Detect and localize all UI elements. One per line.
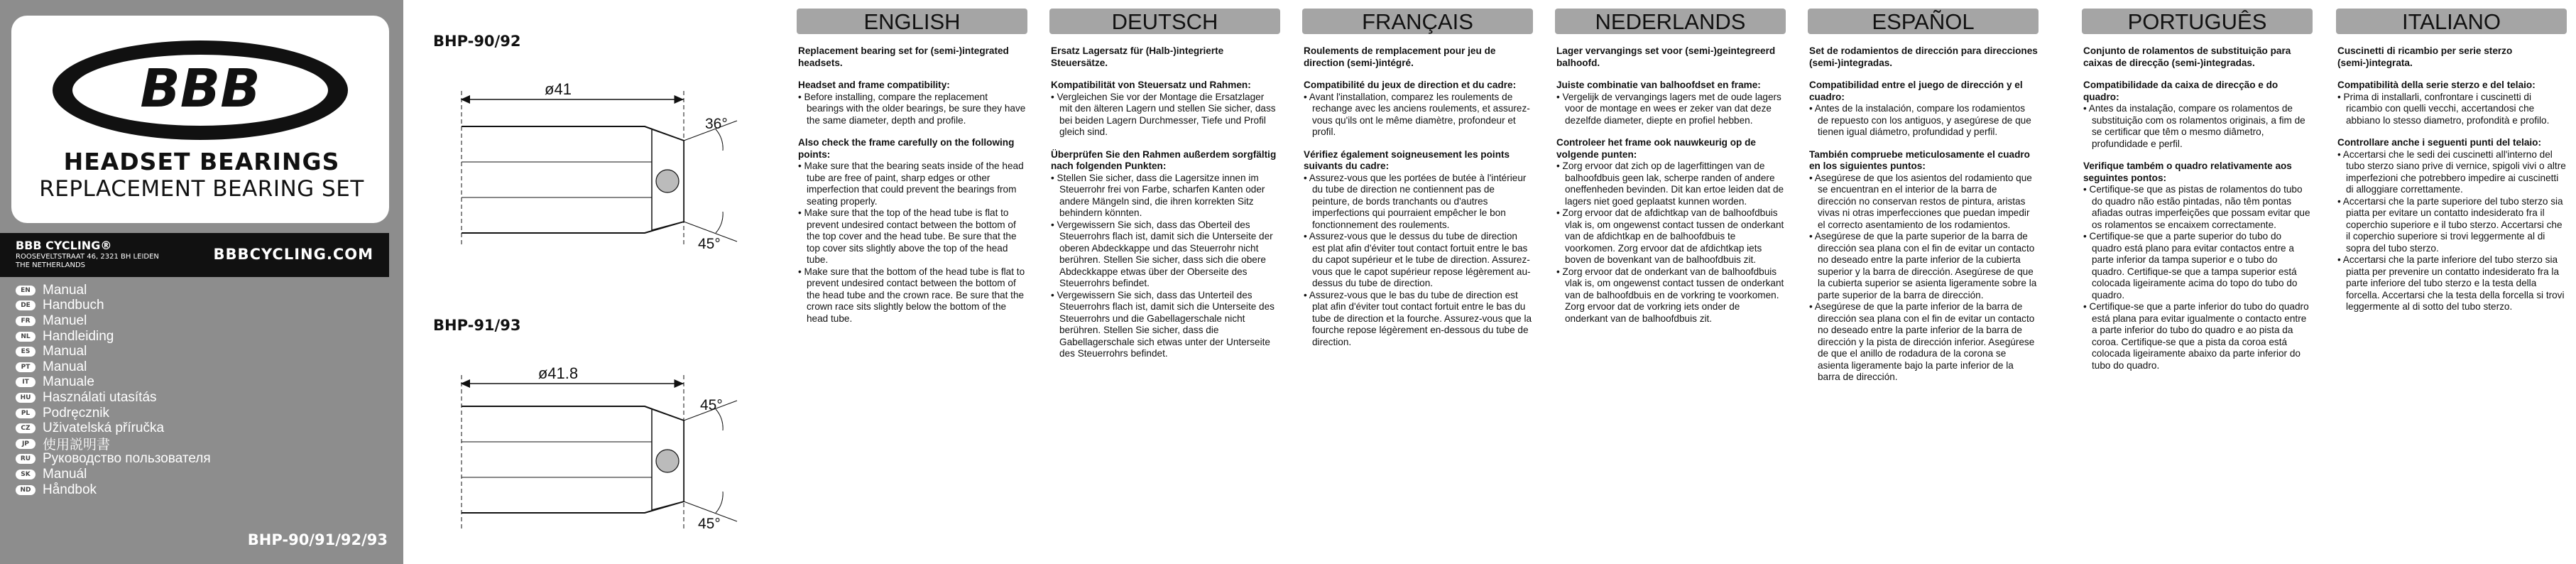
language-body — [1304, 45, 1532, 348]
spacer — [1556, 69, 1785, 80]
language-code-badge: PT — [16, 362, 36, 372]
model-footer: BHP-90/91/92/93 — [247, 531, 388, 548]
section-heading: Cuscinetti di ricambio per serie sterzo (semi-)integrata. — [2337, 45, 2513, 68]
bullet-list — [1051, 173, 1279, 360]
company-address — [16, 253, 159, 270]
language-header: ENGLISH — [797, 9, 1027, 34]
top-bearing-drawing — [462, 80, 737, 252]
spacer — [1304, 69, 1532, 80]
section-heading: Verifique também o quadro relativamente aos seguintes pontos: — [2083, 161, 2292, 183]
language-code-badge: ES — [16, 347, 36, 357]
manual-language-list — [16, 283, 211, 497]
language-code-badge: EN — [16, 286, 36, 295]
language-body — [2337, 45, 2566, 313]
bullet-list — [1304, 173, 1532, 349]
bottom-bearing-drawing — [462, 364, 737, 532]
manual-label: Handleiding — [43, 328, 114, 344]
manual-label: Руководство пользователя — [43, 451, 211, 467]
spacer — [2337, 126, 2566, 137]
bullet-item: • Vergewissern Sie sich, dass das Unterteil des Steuerrohrs flach ist, damit sich die Unterseite des Steuerrohrs und die Gabellagerschale nicht berühren. Stellen Sie sicher, dass die Gabellagerschale sich etwas unter der Unterseite des Steuerrohrs befindet. — [1051, 290, 1279, 360]
language-code-badge: ND — [16, 485, 36, 495]
top-angle-lower-label: 45° — [698, 236, 721, 252]
spacer — [1809, 69, 2038, 80]
language-column-5 — [2082, 0, 2313, 564]
manual-item-nd — [16, 482, 211, 498]
spacer — [2337, 69, 2566, 80]
spacer — [798, 126, 1027, 137]
manual-label: Manuál — [43, 466, 87, 482]
spacer — [2083, 69, 2312, 80]
section-heading: Headset and frame compatibility: — [798, 80, 950, 90]
bullet-item: • Asegúrese de que la parte inferior de la barra de dirección sea plana con el fin de evitar un contacto no deseado entre la parte inferior de la barra de dirección y la pista de dirección inferior. Asegúrese de que el anillo de rodadura de la corona se asienta ligeramente bajo la parte inferior de la barra de dirección. — [1809, 301, 2038, 384]
manual-item-pt — [16, 359, 211, 375]
bullet-item: • Prima di installarli, confrontare i cuscinetti di ricambio con quelli vecchi, accertandosi che abbiano lo stesso diametro, profondità e profilo. — [2337, 92, 2566, 127]
language-body — [1051, 45, 1279, 360]
bullet-item: • Certifique-se que as pistas de rolamentos do tubo do quadro não estão pintadas, não têm pontas afiadas outras imperfeições que possam evitar que os rolamentos se encaixem correctamente. — [2083, 184, 2312, 231]
language-code-badge: DE — [16, 300, 36, 310]
bullet-item: • Vergelijk de vervangings lagers met de oude lagers voor de montage en wees er zeker van dat deze dezelfde diameter, diepte en profiel hebben. — [1556, 92, 1785, 127]
bullet-list — [2083, 103, 2312, 150]
bullet-item: • Make sure that the bearing seats inside of the head tube are free of paint, sharp edges or other imperfection that could prevent the bearings from seating properly. — [798, 161, 1027, 207]
top-angle-upper-label: 36° — [705, 116, 728, 132]
bullet-item: • Before installing, compare the replacement bearings with the older bearings, be sure they have the same diameter, depth and profile. — [798, 92, 1027, 127]
section-heading: Ersatz Lagersatz für (Halb-)integrierte Steuersätze. — [1051, 45, 1224, 68]
manual-item-jp — [16, 436, 211, 452]
language-body — [798, 45, 1027, 325]
bottom-bearing-outline — [462, 406, 684, 513]
section-heading: Überprüfen Sie den Rahmen außerdem sorgfältig nach folgenden Punkten: — [1051, 148, 1277, 171]
section-heading: Vérifiez également soigneusement les points suivants du cadre: — [1304, 148, 1510, 171]
logo-text: BBB — [140, 58, 261, 119]
language-header: PORTUGUÊS — [2082, 9, 2313, 34]
language-header: NEDERLANDS — [1555, 9, 1786, 34]
bottom-bearing-ball — [656, 450, 679, 472]
bullet-item: • Avant l'installation, comparez les roulements de rechange avec les anciens roulements, et assurez-vous qu'ils ont le même diamètre, profondeur et profil. — [1304, 92, 1532, 139]
manual-label: Manual — [43, 282, 87, 298]
language-header: FRANÇAIS — [1302, 9, 1533, 34]
language-body — [1556, 45, 1785, 325]
language-code-badge: JP — [16, 439, 36, 449]
section-heading: Conjunto de rolamentos de substituição para caixas de direcção (semi-)integradas. — [2083, 45, 2291, 68]
bullet-item: • Accertarsi che la parte superiore del tubo sterzo sia piatta per evitare un contatto indesiderato fra il coperchio superiore e il tubo sterzo. Accertarsi che il coperchio superiore si trovi leggermente al di sopra del tubo sterzo. — [2337, 196, 2566, 255]
section-heading: Also check the frame carefully on the following points: — [798, 137, 1015, 160]
product-title: HEADSET BEARINGS — [63, 148, 340, 175]
language-column-0 — [797, 0, 1027, 564]
top-bearing-outline — [462, 126, 684, 233]
bbb-logo — [48, 37, 352, 143]
bullet-item: • Vergewissern Sie sich, dass das Oberteil des Steuerrohrs flach ist, damit sich die Unterseite der oberen Abdeckkappe und das Steuerrohr nicht berühren. Stellen Sie sicher, dass sich die obere Abdeckkappe etwas über der Oberseite des Steuerrohrs befindet. — [1051, 219, 1279, 290]
spacer — [1051, 69, 1279, 80]
manual-item-nl — [16, 329, 211, 345]
top-angle-upper-arc — [716, 129, 723, 151]
language-column-6 — [2336, 0, 2567, 564]
language-code-badge: FR — [16, 316, 36, 326]
manual-label: Podręcznik — [43, 405, 109, 421]
spacer — [2083, 150, 2312, 161]
manual-label: Manuel — [43, 313, 87, 328]
diagram-column — [403, 0, 780, 564]
manual-item-ru — [16, 452, 211, 467]
language-code-badge: IT — [16, 377, 36, 387]
language-code-badge: NL — [16, 332, 36, 342]
language-body — [2083, 45, 2312, 372]
bottom-model-label: BHP-91/93 — [433, 317, 521, 334]
section-heading: Kompatibilität von Steuersatz und Rahmen: — [1051, 80, 1251, 90]
section-heading: Compatibilidad entre el juego de dirección y el cuadro: — [1809, 80, 2023, 102]
manual-item-sk — [16, 467, 211, 482]
bullet-item: • Assurez-vous que le bas du tube de direction est plat afin d'éviter tout contact fortuit entre le bas du tube de direction et la fourche. Assurez-vous que la fourche repose légèrement en-dessous du tube de direction. — [1304, 290, 1532, 349]
bullet-list — [798, 161, 1027, 325]
bullet-item: • Zorg ervoor dat de afdichtkap van de balhoofdbuis vlak is, om ongewenst contact tussen de onderkant van de afdichtkap en de balhoofdbuis te voorkomen. Zorg ervoor dat de afdichtkap iets boven de bovenkant van de balhoofdbuis zit. — [1556, 207, 1785, 266]
language-code-badge: SK — [16, 470, 36, 479]
bullet-item: • Certifique-se que a parte superior do tubo do quadro está plano para evitar contactos entre a parte inferior da tampa superior e o tubo do quadro. Certifique-se que a tampa superior está colocada ligeiramente acima do topo do tubo do quadro. — [2083, 231, 2312, 301]
language-code-badge: PL — [16, 408, 36, 418]
bullet-list — [1556, 161, 1785, 325]
spacer — [1304, 139, 1532, 149]
company-name: BBB CYCLING® — [16, 239, 112, 252]
bottom-angle-lower-label: 45° — [698, 516, 721, 532]
manual-item-fr — [16, 313, 211, 329]
bullet-item: • Accertarsi che le sedi dei cuscinetti all'interno del tubo sterzo siano prive di vernice, spigoli vivi o altre imperfezioni che potrebbero impedire ai cuscinetti di alloggiare correttamente. — [2337, 149, 2566, 196]
bullet-item: • Assurez-vous que les portées de butée à l'intérieur du tube de direction ne contiennent pas de peinture, de bords tranchants ou d'autres imperfections qui pourraient empêcher le bon fonctionnement des roulements. — [1304, 173, 1532, 232]
language-column-3 — [1555, 0, 1786, 564]
language-header: ESPAÑOL — [1808, 9, 2039, 34]
bullet-list — [1809, 173, 2038, 384]
manual-label: 使用説明書 — [43, 438, 111, 453]
manual-item-en — [16, 283, 211, 298]
section-heading: Controllare anche i seguenti punti del telaio: — [2337, 137, 2542, 148]
manual-item-it — [16, 375, 211, 391]
language-code-badge: CZ — [16, 423, 36, 433]
product-subtitle: REPLACEMENT BEARING SET — [39, 176, 364, 202]
bullet-item: • Vergleichen Sie vor der Montage die Ersatzlager mit den älteren Lagern und stellen Sie sicher, dass bei beiden Lagern Durchmesser, Tiefe und Profil gleich sind. — [1051, 92, 1279, 139]
section-heading: Controleer het frame ook nauwkeurig op de volgende punten: — [1556, 137, 1756, 160]
language-code-badge: HU — [16, 393, 36, 403]
bullet-list — [798, 92, 1027, 127]
manual-label: Manual — [43, 359, 87, 374]
bullet-item: • Accertarsi che la parte inferiore del tubo sterzo sia piatta per prevenire un contatto indesiderato fra la parte inferiore del tubo sterzo e la testa della forcella. Accertarsi che la testa della forcella si trovi leggermente al di sotto del tubo sterzo. — [2337, 254, 2566, 313]
bullet-list — [1051, 92, 1279, 139]
bottom-angle-upper-label: 45° — [700, 397, 723, 413]
section-heading: Compatibilité du jeux de direction et du cadre: — [1304, 80, 1517, 90]
manual-item-es — [16, 344, 211, 359]
bullet-item: • Antes da instalação, compare os rolamentos de substituição com os rolamentos originais, a fim de se certificar que têm o mesmo diâmetro, profundidade e perfil. — [2083, 103, 2312, 150]
manual-label: Håndbok — [43, 482, 97, 497]
language-column-2 — [1302, 0, 1533, 564]
bullet-list — [2083, 184, 2312, 372]
bullet-item: • Make sure that the bottom of the head tube is flat to prevent undesired contact between the bottom of the head tube and the crown race. Be sure that the crown race sits slightly below the bottom of the head tube. — [798, 266, 1027, 325]
bullet-item: • Asegúrese de que los asientos del rodamiento que se encuentran en el interior de la barra de dirección no conservan restos de pintura, aristas vivas ni otras imperfecciones que puedan impedir el correcto asentamiento de los rodamientos. — [1809, 173, 2038, 232]
section-heading: También compruebe meticulosamente el cuadro en los siguientes puntos: — [1809, 148, 2030, 171]
spacer — [1809, 139, 2038, 149]
manual-label: Uživatelská příručka — [43, 421, 165, 436]
manual-label: Használati utasítás — [43, 389, 157, 405]
section-heading: Lager vervangings set voor (semi-)geintegreerd balhoofd. — [1556, 45, 1776, 68]
section-heading: Set de rodamientos de dirección para direcciones (semi-)integradas. — [1809, 45, 2038, 68]
language-code-badge: RU — [16, 454, 36, 464]
language-column-1 — [1049, 0, 1280, 564]
bullet-item: • Asegúrese de que la parte superior de la barra de dirección sea plana con el fin de evitar un contacto no deseado entre la parte inferior de la cubierta superior y la barra de dirección. Asegúrese de que la cubierta superior se asienta ligeramente sobre la parte superior de la barra de dirección. — [1809, 231, 2038, 301]
section-heading: Roulements de remplacement pour jeu de direction (semi-)intégré. — [1304, 45, 1496, 68]
bullet-item: • Zorg ervoor dat de onderkant van de balhoofdbuis vlak is, om ongewenst contact tussen de onderkant van de balhoofdbuis en de vorkring te voorkomen. Zorg ervoor dat de vorkring iets onder de onderkant van de balhoofdbuis zit. — [1556, 266, 1785, 325]
bullet-item: • Stellen Sie sicher, dass die Lagersitze innen im Steuerrohr frei von Farbe, scharfen Kanten oder andere Mängeln sind, die ihren korrekten Sitz behindern könnten. — [1051, 173, 1279, 219]
manual-label: Handbuch — [43, 298, 104, 313]
language-column-4 — [1808, 0, 2039, 564]
section-heading: Replacement bearing set for (semi-)integrated headsets. — [798, 45, 1009, 68]
spacer — [798, 69, 1027, 80]
company-address-line2: THE NETHERLANDS — [16, 261, 85, 269]
top-angle-lower-arc — [716, 212, 723, 233]
bullet-item: • Certifique-se que a parte inferior do tubo do quadro está plana para evitar igualmente o contacto entre a parte inferior do tubo do quadro e ao pista da coroa. Certifique-se que a pista da coroa está colocada ligeiramente abaixo da parte inferior do tubo do quadro. — [2083, 301, 2312, 372]
spacer — [1556, 126, 1785, 137]
language-header: DEUTSCH — [1049, 9, 1280, 34]
manual-item-hu — [16, 390, 211, 406]
manual-item-de — [16, 298, 211, 314]
company-website: BBBCYCLING.COM — [213, 246, 373, 263]
top-bearing-ball — [656, 170, 679, 192]
bottom-angle-lower-arc — [716, 492, 723, 513]
bullet-item: • Assurez-vous que le dessus du tube de direction est plat afin d'éviter tout contact fortuit entre le bas du capot supérieur et le tube de direction. Assurez-vous que le capot supérieur repose légèrement au-dessus du tube de direction. — [1304, 231, 1532, 290]
top-model-label: BHP-90/92 — [433, 33, 521, 50]
bullet-item: • Zorg ervoor dat zich op de lagerfittingen van de balhoofdbuis geen lak, scherpe randen of andere oneffenheden bevinden. Dit kan ertoe leiden dat de lagers niet goed geplaatst kunnen worden. — [1556, 161, 1785, 207]
bullet-item: • Make sure that the top of the head tube is flat to prevent undesired contact between the bottom of the top cover and the head tube. Be sure that the top cover sits slightly above the top of the head tube. — [798, 207, 1027, 266]
language-header: ITALIANO — [2336, 9, 2567, 34]
spacer — [1051, 139, 1279, 149]
bullet-list — [1556, 92, 1785, 127]
bullet-item: • Antes de la instalación, compare los rodamientos de repuesto con los antiguos, y asegúrese de que tienen igual diámetro, profundidad y perfil. — [1809, 103, 2038, 139]
manual-label: Manual — [43, 344, 87, 359]
top-diameter-label: ø41 — [545, 80, 572, 98]
section-heading: Compatibilidade da caixa de direcção e do quadro: — [2083, 80, 2278, 102]
section-heading: Juiste combinatie van balhoofdset en frame: — [1556, 80, 1761, 90]
manual-label: Manuale — [43, 374, 94, 390]
bottom-diameter-label: ø41.8 — [537, 364, 579, 382]
section-heading: Compatibilità della serie sterzo e del telaio: — [2337, 80, 2536, 90]
company-address-line1: ROOSEVELTSTRAAT 46, 2321 BH LEIDEN — [16, 253, 159, 261]
bullet-list — [1304, 92, 1532, 139]
bearing-diagrams — [403, 0, 780, 564]
language-body — [1809, 45, 2038, 384]
company-bar — [0, 233, 389, 277]
bullet-list — [2337, 92, 2566, 127]
cover-panel — [0, 0, 403, 564]
bullet-list — [2337, 149, 2566, 313]
manual-item-pl — [16, 406, 211, 421]
bullet-list — [1809, 103, 2038, 139]
